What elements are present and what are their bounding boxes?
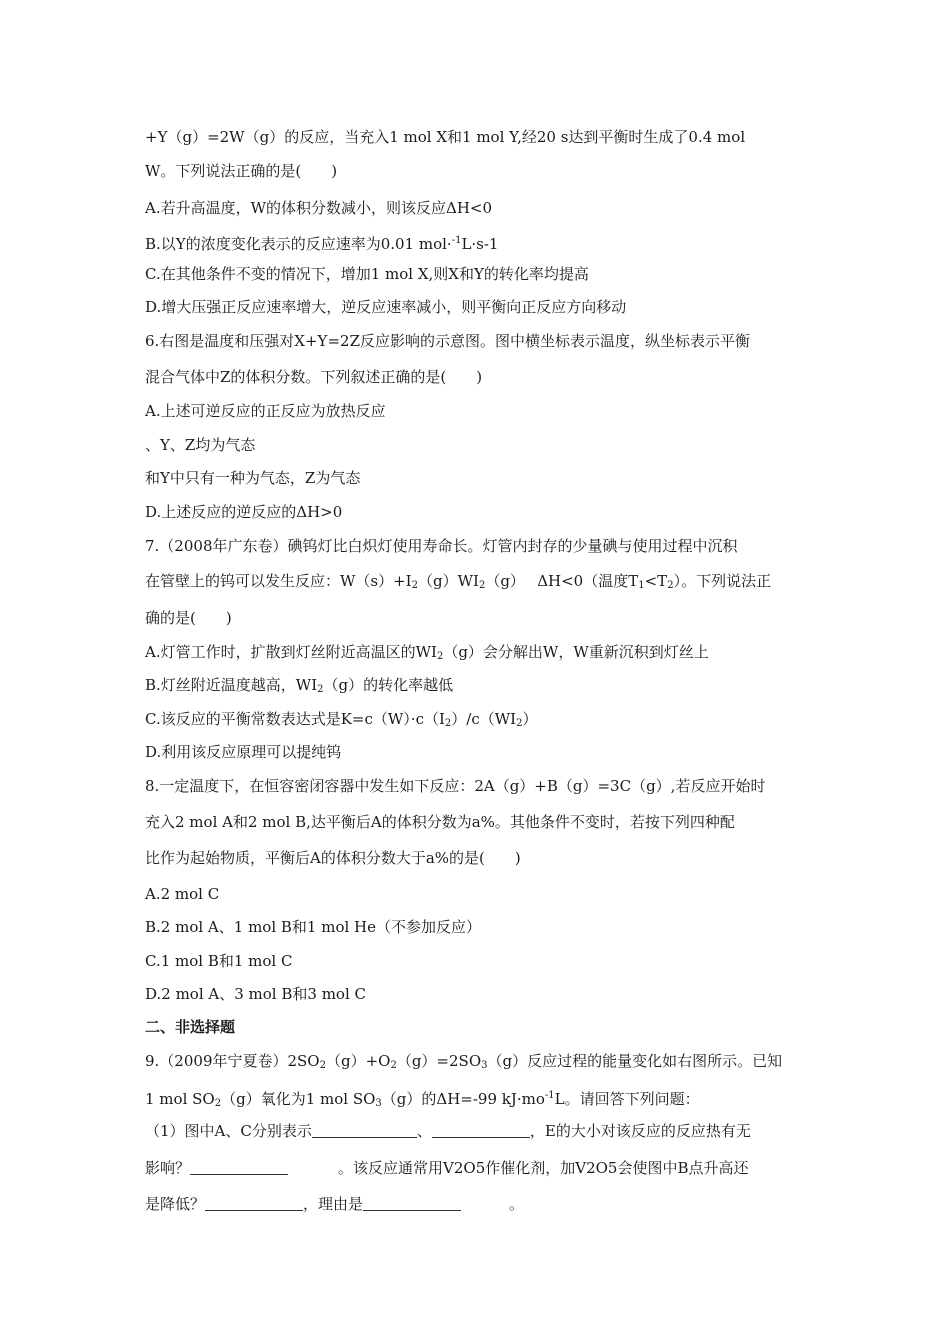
q9-stem-line1: 9.（2009年宁夏卷）$2SO_2(g)+O_2(g)=2SO_3(g)$反应过程的能量变化如右图所示。已知 xyxy=(145,1052,783,1071)
q6-option-a: A.上述可逆反应的正反应为放热反应 xyxy=(145,402,386,420)
q6-option-d: D.上述反应的逆反应的ΔH>0 xyxy=(145,503,343,521)
q8-option-a: A.2 mol C xyxy=(145,885,220,903)
q7-option-c: C.该反应的平衡常数表达式是$K=c(W)\cdot c(I_2)/c(WI_2)$ xyxy=(145,710,538,729)
q8-stem-line1: 8.一定温度下，在恒容密闭容器中发生如下反应：2A（g）+B（g）=3C（g）,若反应开始时 xyxy=(145,777,766,795)
q8-stem-line3: 比作为起始物质，平衡后A的体积分数大于a%的是( ) xyxy=(145,849,521,867)
q8-stem-line2: 充入2 mol A和2 mol B,达平衡后A的体积分数为a%。其他条件不变时，若按下列四种配 xyxy=(145,813,735,831)
section-heading: 二、非选择题 xyxy=(145,1018,236,1036)
answer-blank[interactable] xyxy=(363,1196,461,1211)
answer-blank[interactable] xyxy=(190,1160,288,1175)
q6-stem-line2: 混合气体中Z的体积分数。下列叙述正确的是( ) xyxy=(145,368,483,386)
q5-stem-line2: W。下列说法正确的是( ) xyxy=(145,162,338,180)
answer-blank[interactable] xyxy=(205,1196,303,1211)
answer-blank[interactable] xyxy=(312,1123,417,1138)
answer-blank[interactable] xyxy=(432,1123,530,1138)
q5-stem-line1: +Y（g）=2W（g）的反应，当充入1 mol X和1 mol Y,经20 s达到平衡时生成了0.4 mol xyxy=(145,128,746,146)
q6-option-b: 、Y、Z均为气态 xyxy=(145,436,256,454)
q7-option-b: B.灯丝附近温度越高，$WI_2(g)$的转化率越低 xyxy=(145,676,454,695)
q7-stem-line3: 确的是( ) xyxy=(145,609,232,627)
q7-option-a: A.灯管工作时，扩散到灯丝附近高温区的$WI_2(g)$会分解出W，W重新沉积到灯丝上 xyxy=(145,643,709,662)
q7-option-d: D.利用该反应原理可以提纯钨 xyxy=(145,743,342,761)
q5-option-b: B.以Y的浓度变化表示的反应速率为0.01 mol·$^{-1}$L·s-1 xyxy=(145,235,499,253)
q8-option-d: D.2 mol A、3 mol B和3 mol C xyxy=(145,985,366,1003)
q7-stem-line2: 在管壁上的钨可以发生反应：$W(s)+I_2(g)WI_2(g)$ ΔH<0（温度$T_1<T_2$）。下列说法正 xyxy=(145,572,772,591)
q9-part1-line1: （1）图中A、C分别表示 、 ，E的大小对该反应的反应热有无 xyxy=(145,1122,751,1140)
q6-option-c: 和Y中只有一种为气态，Z为气态 xyxy=(145,469,361,487)
q7-stem-line1: 7.（2008年广东卷）碘钨灯比白炽灯使用寿命长。灯管内封存的少量碘与使用过程中沉积 xyxy=(145,537,738,555)
q9-part1-line3: 是降低？ ，理由是 。 xyxy=(145,1195,525,1213)
q5-option-a: A.若升高温度，W的体积分数减小，则该反应ΔH<0 xyxy=(145,199,493,217)
q9-stem-line2: 1 mol $SO_2(g)$氧化为1 mol $SO_3(g)$的ΔH=-99 $kJ\cdot mo^{-1}L$。请回答下列问题： xyxy=(145,1090,700,1109)
q5-option-d: D.增大压强正反应速率增大，逆反应速率减小，则平衡向正反应方向移动 xyxy=(145,298,627,316)
q9-part1-line2: 影响？ 。该反应通常用V2O5作催化剂，加V2O5会使图中B点升高还 xyxy=(145,1159,749,1177)
q8-option-b: B.2 mol A、1 mol B和1 mol He（不参加反应） xyxy=(145,918,481,936)
q6-stem-line1: 6.右图是温度和压强对X+Y=2Z反应影响的示意图。图中横坐标表示温度，纵坐标表示平衡 xyxy=(145,332,750,350)
q8-option-c: C.1 mol B和1 mol C xyxy=(145,952,293,970)
q5-option-c: C.在其他条件不变的情况下，增加1 mol X,则X和Y的转化率均提高 xyxy=(145,265,589,283)
